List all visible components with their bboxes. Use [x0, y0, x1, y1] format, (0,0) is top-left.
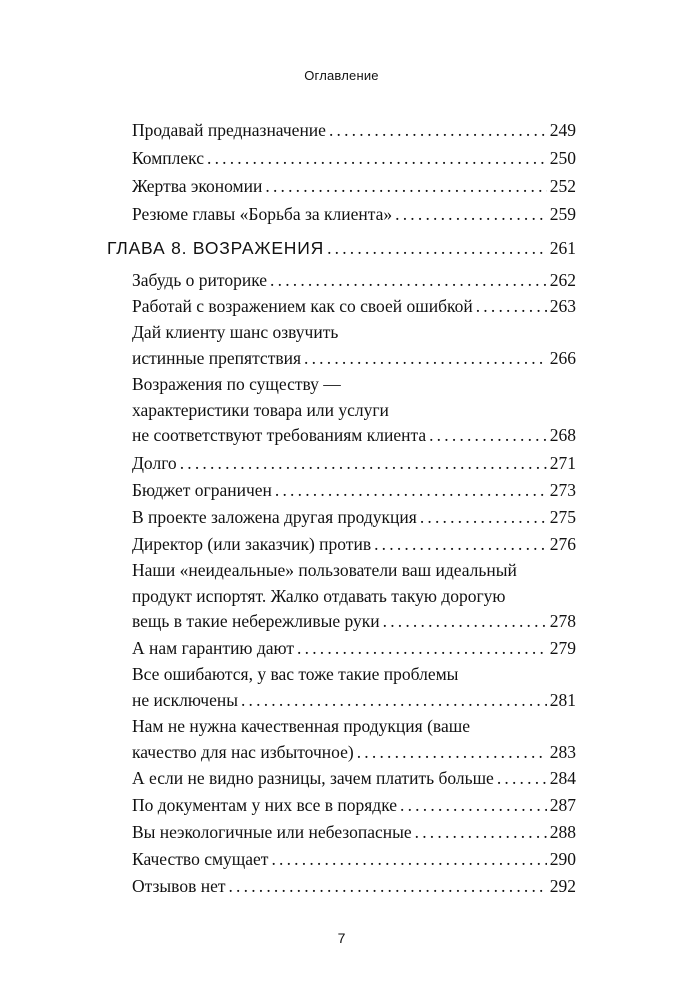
toc-entry	[132, 874, 576, 900]
toc-chapter-heading	[107, 236, 576, 262]
toc-entry-title: Все ошибаются, у вас тоже такие проблемы	[132, 664, 459, 684]
toc-page-number: 250	[549, 148, 576, 168]
toc-entry	[132, 268, 576, 294]
toc-entry	[132, 558, 576, 635]
toc-page-number: 275	[549, 507, 576, 527]
toc-entry	[132, 766, 576, 792]
toc-page-number: 259	[549, 204, 576, 224]
toc-entry-title: истинные препятствия	[132, 347, 302, 368]
toc-entry-title: Комплекс	[132, 148, 204, 168]
toc-entry	[132, 662, 576, 713]
dot-leader	[297, 636, 547, 662]
toc-page-number: 292	[549, 876, 576, 896]
toc-page-number: 262	[549, 270, 576, 290]
toc-entry-title: Вы неэкологичные или небезопасные	[132, 822, 412, 842]
dot-leader	[270, 268, 547, 294]
dot-leader	[207, 146, 547, 172]
toc-entry-title: Забудь о риторике	[132, 270, 268, 290]
toc-entry	[132, 372, 576, 449]
toc-entry	[132, 793, 576, 819]
toc-page-number: 276	[549, 534, 576, 554]
toc-entry-title: характеристики товара или услуги	[132, 399, 389, 420]
dot-leader	[395, 202, 547, 228]
toc-entry	[132, 174, 576, 200]
dot-leader	[429, 423, 547, 449]
toc-entry-title: Дай клиенту шанс озвучить	[132, 322, 339, 342]
toc-entry-title: А если не видно разницы, зачем платить больше	[132, 768, 494, 788]
toc-page-number: 249	[549, 120, 576, 140]
chapter-title: ГЛАВА 8. ВОЗРАЖЕНИЯ	[107, 238, 325, 258]
toc-entry-title: Продавай предназначение	[132, 120, 326, 140]
dot-leader	[327, 236, 547, 262]
toc-entry	[132, 636, 576, 662]
toc-page-number: 284	[549, 768, 576, 788]
toc-entry-title: продукт испортят. Жалко отдавать такую дорогую	[132, 585, 506, 606]
toc-page-number: 266	[549, 347, 576, 368]
dot-leader	[228, 874, 546, 900]
dot-leader	[265, 174, 546, 200]
toc-page-number: 261	[549, 238, 576, 258]
dot-leader	[415, 820, 547, 846]
dot-leader	[241, 688, 547, 714]
toc-entry	[132, 847, 576, 873]
dot-leader	[304, 346, 547, 372]
toc-page-number: 268	[549, 425, 576, 445]
toc-page-number: 273	[549, 480, 576, 500]
page-number: 7	[337, 930, 346, 946]
toc-page-number: 283	[549, 741, 576, 762]
toc-entry-title: вещь в такие небережливые руки	[132, 611, 380, 631]
toc-entry	[132, 146, 576, 172]
toc-entry-title: Резюме главы «Борьба за клиента»	[132, 204, 393, 224]
toc-entry	[132, 118, 576, 144]
toc-entry	[132, 505, 576, 531]
toc-entry-title: Отзывов нет	[132, 876, 226, 896]
toc-entry-title: Жертва экономии	[132, 176, 263, 196]
dot-leader	[400, 793, 547, 819]
toc-page-number: 287	[549, 795, 576, 815]
dot-leader	[383, 609, 547, 635]
toc-page-number: 271	[549, 453, 576, 473]
dot-leader	[275, 478, 547, 504]
toc-entry-title: Возражения по существу —	[132, 374, 341, 394]
toc-entry-title: По документам у них все в порядке	[132, 795, 398, 815]
toc-entry	[132, 714, 576, 765]
toc-entry-title: Наши «неидеальные» пользователи ваш идеальный	[132, 560, 517, 580]
toc-entry-title: качество для нас избыточное)	[132, 741, 354, 762]
dot-leader	[374, 532, 547, 558]
toc-page-number: 290	[549, 849, 576, 869]
toc-page-number: 279	[549, 638, 576, 658]
toc-entry-title: Директор (или заказчик) против	[132, 534, 372, 554]
toc-entry-title: Долго	[132, 453, 177, 473]
toc-entry	[132, 532, 576, 558]
running-header: Оглавление	[304, 68, 379, 83]
dot-leader	[476, 294, 547, 320]
toc-entry-title: не исключены	[132, 689, 238, 710]
toc-page-number: 263	[549, 296, 576, 316]
toc-entry	[132, 820, 576, 846]
toc-page-number: 288	[549, 822, 576, 842]
toc-entry	[132, 294, 576, 320]
toc-entry-title: Бюджет ограничен	[132, 480, 272, 500]
toc-page-number: 252	[549, 176, 576, 196]
toc-page-number: 278	[549, 611, 576, 631]
toc-entry	[132, 451, 576, 477]
dot-leader	[357, 740, 547, 766]
dot-leader	[329, 118, 547, 144]
toc-entry-title: В проекте заложена другая продукция	[132, 507, 417, 527]
toc-entry	[132, 320, 576, 371]
dot-leader	[271, 847, 546, 873]
toc-entry	[132, 202, 576, 228]
dot-leader	[180, 451, 547, 477]
toc-entry-title: Нам не нужна качественная продукция (ваше	[132, 716, 470, 736]
dot-leader	[420, 505, 547, 531]
toc-entry-title: Работай с возражением как со своей ошибкой	[132, 296, 473, 316]
toc-entry	[132, 478, 576, 504]
dot-leader	[497, 766, 547, 792]
toc-entry-title: не соответствуют требованиям клиента	[132, 425, 427, 445]
toc-entry-title: Качество смущает	[132, 849, 269, 869]
toc-page-number: 281	[549, 689, 576, 710]
toc-entry-title: А нам гарантию дают	[132, 638, 295, 658]
